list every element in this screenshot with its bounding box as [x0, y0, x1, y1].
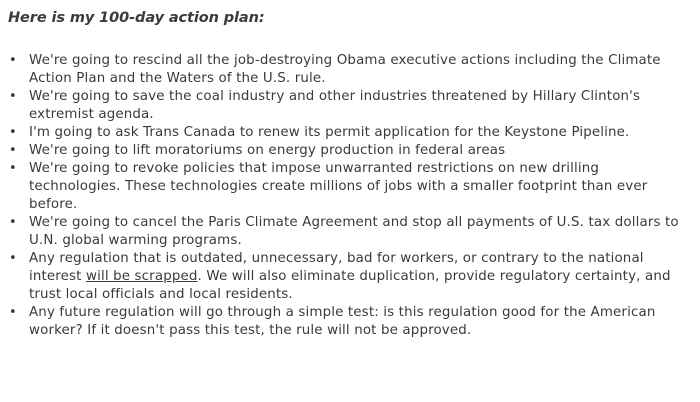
bullet-icon: •	[9, 251, 17, 266]
list-item-text: We're going to save the coal industry and other industries threatened by Hillary Clinton's extremist agenda.	[29, 89, 641, 122]
list-item-text: Any future regulation will go through a simple test: is this regulation good for the American worker? If it doesn't pass this test, the rule will not be approved.	[29, 305, 656, 338]
action-plan-list	[8, 52, 688, 340]
list-item-text: We're going to cancel the Paris Climate Agreement and stop all payments of U.S. tax dollars to U.N. global warming programs.	[29, 215, 679, 248]
bullet-icon: •	[9, 89, 17, 104]
list-item-text-before: Any regulation that is outdated, unnecessary, bad for workers, or contrary to the national interest	[29, 251, 644, 284]
bullet-icon: •	[9, 161, 17, 176]
underlined-phrase: will be scrapped	[85, 269, 198, 284]
list-item	[8, 160, 688, 214]
list-item	[8, 88, 688, 124]
list-item-text: I'm going to ask Trans Canada to renew its permit application for the Keystone Pipeline.	[29, 125, 630, 140]
list-item-text: We're going to rescind all the job-destroying Obama executive actions including the Climate Action Plan and the Waters of the U.S. rule.	[29, 53, 661, 86]
bullet-icon: •	[9, 305, 17, 320]
list-item	[8, 214, 688, 250]
list-item-text: We're going to lift moratoriums on energy production in federal areas	[29, 143, 506, 158]
plan-heading: Here is my 100-day action plan:	[8, 10, 265, 26]
list-item	[8, 142, 688, 160]
bullet-icon: •	[9, 215, 17, 230]
list-item	[8, 124, 688, 142]
list-item-text: We're going to revoke policies that impose unwarranted restrictions on new drilling technologies. These technologies create millions of jobs with a smaller footprint than ever before.	[29, 161, 648, 212]
bullet-icon: •	[9, 53, 17, 68]
list-item	[8, 52, 688, 88]
list-item-text-after: . We will also eliminate duplication, provide regulatory certainty, and trust local officials and local residents.	[29, 269, 671, 302]
list-item	[8, 304, 688, 340]
bullet-icon: •	[9, 143, 17, 158]
list-item	[8, 250, 688, 304]
bullet-icon: •	[9, 125, 17, 140]
